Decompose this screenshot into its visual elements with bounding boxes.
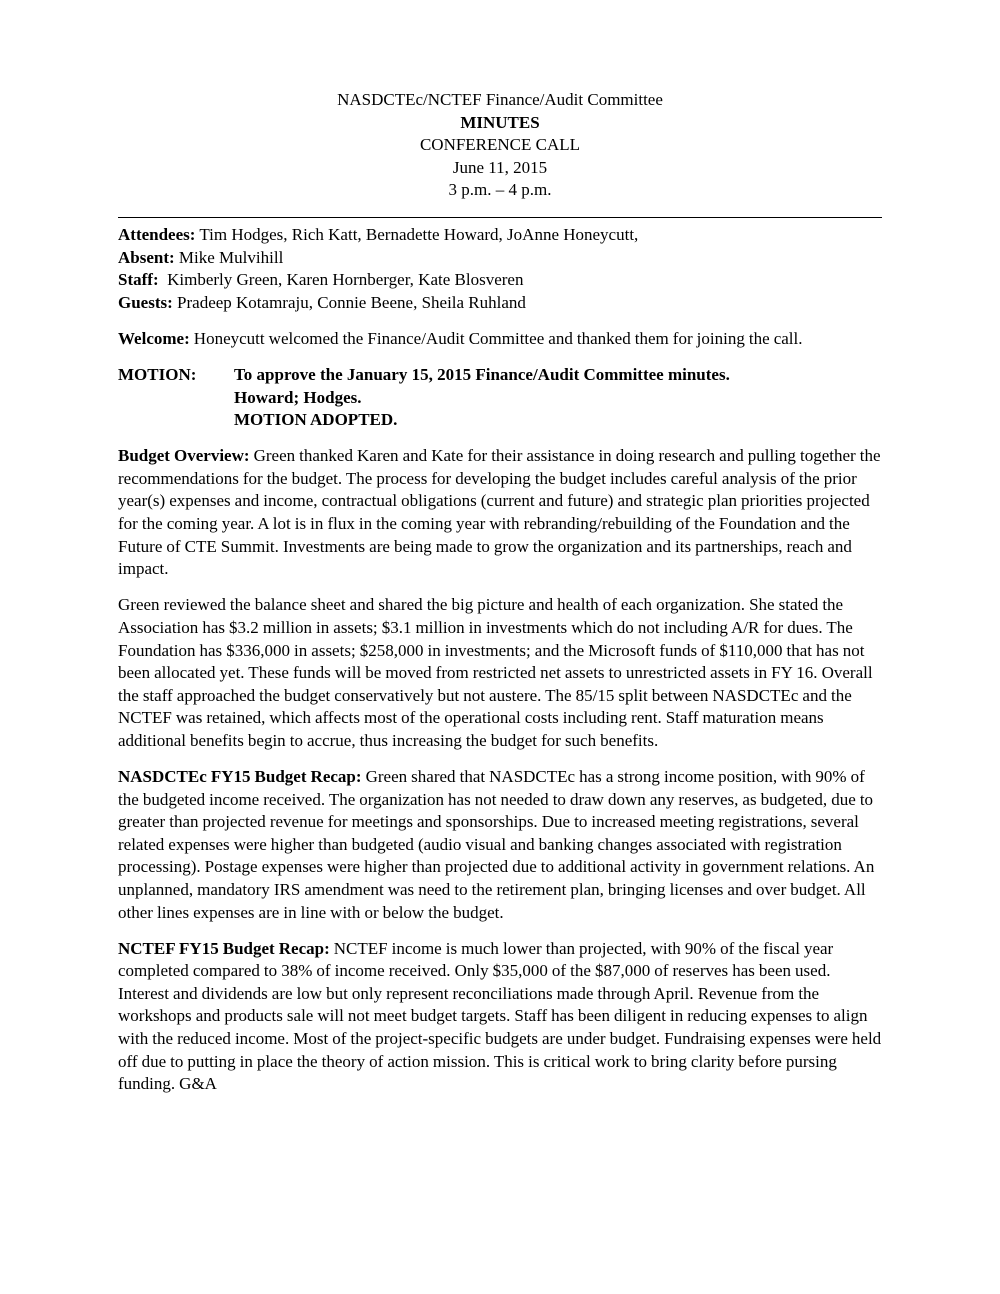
motion-text: To approve the January 15, 2015 Finance/Audit Committee minutes. <box>234 364 730 384</box>
budget-overview-paragraph <box>118 445 884 581</box>
welcome-text: Honeycutt welcomed the Finance/Audit Committee and thanked them for joining the call. <box>189 328 803 348</box>
nasdctec-recap-paragraph <box>118 766 884 924</box>
nasdctec-recap-text: Green shared that NASDCTEc has a strong income position, with 90% of the budgeted income received. The organization has not needed to draw down any reserves, as budgeted, due to greater than projected revenue for meetings and sponsorships. Due to increased meeting registrations, several related expenses were higher than budgeted (audio visual and banking changes associated with registration processing). Postage expenses were higher than projected due to additional activity in government relations. An unplanned, mandatory IRS amendment was need to the retirement plan, bringing licenses and over budget. All other lines expenses are in line with or below the budget. <box>118 766 875 922</box>
motion-block <box>118 364 884 432</box>
spacer <box>118 752 884 766</box>
meeting-type: CONFERENCE CALL <box>419 135 581 154</box>
guests-line <box>118 292 884 315</box>
welcome-label: Welcome: <box>118 328 190 348</box>
balance-sheet-paragraph: Green reviewed the balance sheet and shared the big picture and health of each organization. She stated the Association has $3.2 million in assets; $3.1 million in investments which do not including A/R for dues. The Foundation has $336,000 in assets; $258,000 in investments; and the Microsoft funds of $110,000 that has not been allocated yet. These funds will be moved from restricted net assets to unrestricted assets in FY 16. Overall the staff approached the budget conservatively but not austere. The 85/15 split between NASDCTEc and the NCTEF was retained, which affects most of the operational costs including rent. Staff maturation means additional benefits begin to accrue, thus increasing the budget for such benefits. <box>118 595 873 750</box>
meeting-date: June 11, 2015 <box>452 157 548 177</box>
document-body <box>118 224 884 1096</box>
attendance-section <box>118 224 884 314</box>
nctef-recap-label: NCTEF FY15 Budget Recap: <box>118 938 330 958</box>
absent-line <box>118 247 884 270</box>
budget-overview-label: Budget Overview: <box>118 446 250 466</box>
absent-names: Mike Mulvihill <box>174 247 284 267</box>
document-subtitle: MINUTES <box>460 112 540 132</box>
welcome-paragraph <box>118 328 884 351</box>
header-divider <box>118 217 882 218</box>
spacer <box>118 432 884 446</box>
absent-label: Absent: <box>118 247 175 267</box>
staff-line <box>118 269 884 292</box>
motion-movers: Howard; Hodges. <box>234 387 362 407</box>
motion-result: MOTION ADOPTED. <box>234 410 398 430</box>
attendees-label: Attendees: <box>118 225 196 244</box>
motion-label: MOTION: <box>118 364 197 384</box>
meeting-time: 3 p.m. – 4 p.m. <box>448 180 552 199</box>
guests-names: Pradeep Kotamraju, Connie Beene, Sheila Ruhland <box>172 292 526 312</box>
staff-label: Staff: <box>118 270 159 290</box>
attendees-names: Tim Hodges, Rich Katt, Bernadette Howard, JoAnne Honeycutt, <box>195 225 639 244</box>
spacer <box>118 924 884 938</box>
document-title: NASDCTEc/NCTEF Finance/Audit Committee <box>337 90 663 109</box>
spacer <box>118 350 884 364</box>
document-header <box>0 89 1000 202</box>
nctef-recap-paragraph <box>118 938 884 1096</box>
staff-names: Kimberly Green, Karen Hornberger, Kate Blosveren <box>158 270 524 290</box>
budget-overview-text: Green thanked Karen and Kate for their assistance in doing research and pulling together the recommendations for the budget. The process for developing the budget includes careful analysis of the prior year(s) expenses and income, contractual obligations (current and future) and strategic plan priorities projected for the coming year. A lot is in flux in the coming year with rebranding/rebuilding of the Foundation and the Future of CTE Summit. Investments are being made to grow the organization and its partnerships, reach and impact. <box>118 446 881 579</box>
motion-body <box>234 364 730 432</box>
guests-label: Guests: <box>118 292 173 312</box>
attendees-line <box>118 224 884 247</box>
nctef-recap-text: NCTEF income is much lower than projected, with 90% of the fiscal year completed compared to 38% of income received. Only $35,000 of the $87,000 of reserves has been used. Interest and dividends are low but only represent reconciliations made through April. Revenue from the workshops and products sale will not meet budget targets. Staff has been diligent in reducing expenses to align with the reduced income. Most of the project-specific budgets are under budget. Fundraising expenses were held off due to putting in place the theory of action mission. This is critical work to bring clarity before pursing funding. G&A <box>118 938 882 1094</box>
spacer <box>118 581 884 595</box>
spacer <box>118 314 884 328</box>
nasdctec-recap-label: NASDCTEc FY15 Budget Recap: <box>118 766 362 786</box>
